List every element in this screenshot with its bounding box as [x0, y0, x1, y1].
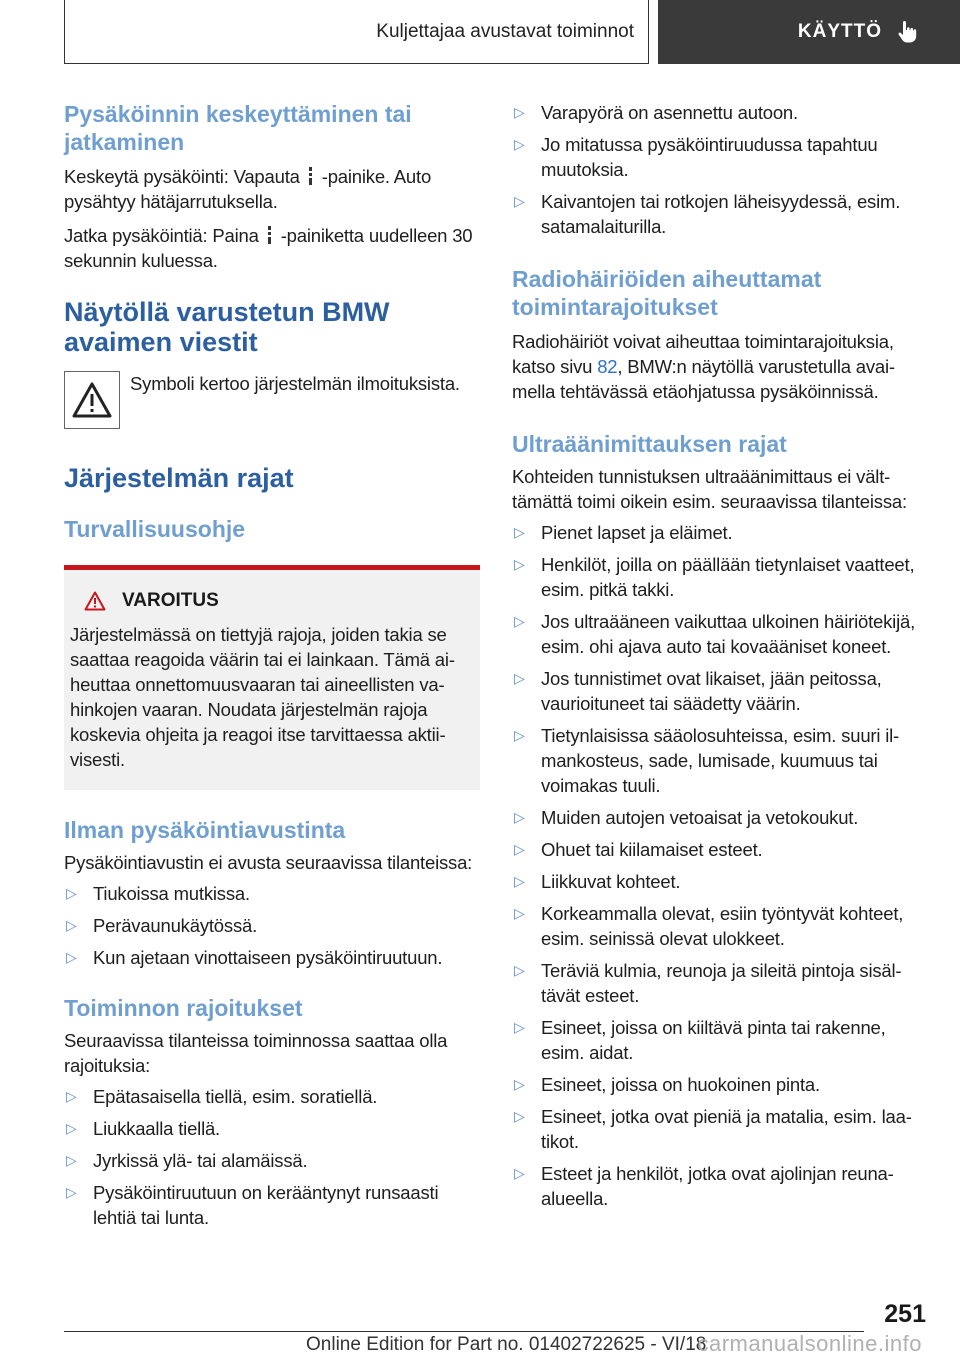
triangle-bullet-icon: ▷	[66, 917, 77, 933]
triangle-bullet-icon: ▷	[514, 193, 525, 209]
list-item: ▷ Teräviä kulmia, reunoja ja sileitä pintoja sisältävät esteet.	[514, 960, 902, 1006]
header-section-title: Kuljettajaa avustavat toiminnot	[376, 20, 634, 42]
page-number: 251	[884, 1300, 926, 1328]
heading-without-assistant: Ilman pysäköintiavustinta	[64, 817, 346, 843]
list-item: ▷ Kun ajetaan vinottaiseen pysäköintiruutuun.	[66, 947, 443, 968]
heading-key-messages: Näytöllä varustetun BMW avaimen viestit	[64, 297, 390, 357]
key-symbol-text: Symboli kertoo järjestelmän ilmoituksista.	[130, 373, 460, 394]
list-item: ▷ Pienet lapset ja eläimet.	[514, 522, 733, 543]
header-chapter-tab[interactable]	[658, 0, 960, 64]
parking-button-icon	[263, 225, 277, 245]
func-intro: Seuraavissa tilanteissa toiminnossa saattaa olla rajoituksia:	[64, 1030, 448, 1076]
warning-triangle-icon	[84, 591, 106, 611]
triangle-bullet-icon: ▷	[514, 809, 525, 825]
warning-symbol-box	[64, 371, 120, 429]
warning-box	[64, 565, 480, 790]
pause-paragraph-2: Jatka pysäköintiä: Paina -painiketta uudelleen 30 sekunnin kuluessa.	[64, 225, 473, 271]
triangle-bullet-icon: ▷	[514, 524, 525, 540]
warning-title: VAROITUS	[122, 590, 219, 611]
list-item: ▷ Jos ultraääneen vaikuttaa ulkoinen häiriötekijä, esim. ohi ajava auto tai kovaääniset koneet.	[514, 611, 916, 657]
triangle-bullet-icon: ▷	[514, 873, 525, 889]
list-item: ▷ Jo mitatussa pysäköintiruudussa tapahtuu muutoksia.	[514, 134, 878, 180]
warning-triangle-icon	[71, 381, 113, 419]
hand-pointer-icon	[896, 20, 920, 44]
triangle-bullet-icon: ▷	[514, 1108, 525, 1124]
heading-radio-interference: Radiohäiriöiden aiheuttamat toimintarajoitukset	[512, 266, 822, 320]
header-section-title-box	[64, 0, 649, 64]
triangle-bullet-icon: ▷	[514, 1165, 525, 1181]
list-item: ▷ Kaivantojen tai rotkojen läheisyydessä, esim. satamalaiturilla.	[514, 191, 901, 237]
list-item: ▷ Henkilöt, joilla on päällään tietynlaiset vaatteet, esim. pitkä takki.	[514, 554, 915, 600]
left-column	[64, 100, 480, 1230]
triangle-bullet-icon: ▷	[66, 1120, 77, 1136]
key-symbol-row	[64, 371, 480, 429]
watermark: carmanualsonline.info	[697, 1331, 922, 1356]
list-item: ▷ Liukkaalla tiellä.	[66, 1118, 221, 1139]
triangle-bullet-icon: ▷	[66, 1152, 77, 1168]
func-list	[64, 1084, 480, 1230]
list-item: ▷ Korkeammalla olevat, esiin työntyvät kohteet, esim. seinissä olevat ulokkeet.	[514, 903, 904, 949]
without-intro: Pysäköintiavustin ei avusta seuraavissa tilanteissa:	[64, 852, 473, 873]
list-item: ▷ Esineet, jotka ovat pieniä ja matalia, esim. laatikot.	[514, 1106, 912, 1152]
page-reference-link[interactable]: 82	[597, 356, 618, 377]
right-column	[512, 100, 928, 1211]
triangle-bullet-icon: ▷	[514, 727, 525, 743]
list-item: ▷ Epätasaisella tiellä, esim. soratiellä.	[66, 1086, 378, 1107]
list-item: ▷ Pysäköintiruutuun on kerääntynyt runsaasti lehtiä tai lunta.	[66, 1182, 439, 1228]
header-chapter-label: KÄYTTÖ	[797, 21, 882, 42]
list-item: ▷ Varapyörä on asennettu autoon.	[514, 102, 798, 123]
list-item: ▷ Perävaunukäytössä.	[66, 915, 258, 936]
triangle-bullet-icon: ▷	[514, 1076, 525, 1092]
list-item: ▷ Esineet, joissa on huokoinen pinta.	[514, 1074, 820, 1095]
list-item: ▷ Jyrkissä ylä- tai alamäissä.	[66, 1150, 308, 1171]
parking-button-icon	[304, 166, 318, 186]
triangle-bullet-icon: ▷	[514, 556, 525, 572]
triangle-bullet-icon: ▷	[514, 670, 525, 686]
heading-safety-note: Turvallisuusohje	[64, 516, 246, 542]
triangle-bullet-icon: ▷	[66, 885, 77, 901]
ultra-list	[512, 520, 928, 1211]
triangle-bullet-icon: ▷	[514, 136, 525, 152]
triangle-bullet-icon: ▷	[514, 962, 525, 978]
triangle-bullet-icon: ▷	[514, 905, 525, 921]
ultra-intro: Kohteiden tunnistuksen ultraäänimittaus ei välttämättä toimi oikein esim. seuraavissa tilanteissa:	[512, 466, 907, 512]
list-item: ▷ Tietynlaisissa sääolosuhteissa, esim. suuri ilmankosteus, sade, lumisade, kuumuus tai voimakas tuuli.	[514, 725, 900, 796]
list-item: ▷ Esineet, joissa on kiiltävä pinta tai rakenne, esim. aidat.	[514, 1017, 886, 1063]
list-item: ▷ Liikkuvat kohteet.	[514, 871, 681, 892]
radio-paragraph: Radiohäiriöt voivat aiheuttaa toimintarajoituksia, katso sivu 82, BMW:n näytöllä varustetulla avaimella tehtävässä etäohjatussa pysäköinnissä.	[512, 331, 896, 402]
triangle-bullet-icon: ▷	[514, 1019, 525, 1035]
without-list	[64, 881, 480, 970]
triangle-bullet-icon: ▷	[514, 841, 525, 857]
list-item: ▷ Esteet ja henkilöt, jotka ovat ajolinjan reunaalueella.	[514, 1163, 894, 1209]
triangle-bullet-icon: ▷	[66, 1088, 77, 1104]
list-item: ▷ Ohuet tai kiilamaiset esteet.	[514, 839, 763, 860]
heading-system-limits: Järjestelmän rajat	[64, 463, 294, 493]
list-item: ▷ Jos tunnistimet ovat likaiset, jään peitossa, vaurioituneet tai säädetty väärin.	[514, 668, 882, 714]
heading-function-limitations: Toiminnon rajoitukset	[64, 995, 303, 1021]
triangle-bullet-icon: ▷	[66, 949, 77, 965]
pause-paragraph-1: Keskeytä pysäköinti: Vapauta -painike. Auto pysähtyy hätäjarrutuksella.	[64, 166, 432, 212]
list-item: ▷ Tiukoissa mutkissa.	[66, 883, 250, 904]
warning-title-row	[84, 590, 466, 612]
list-item: ▷ Muiden autojen vetoaisat ja vetokoukut.	[514, 807, 859, 828]
conditions-list	[512, 100, 928, 239]
heading-pause-resume: Pysäköinnin keskeyttäminen tai jatkaminen	[64, 101, 412, 155]
triangle-bullet-icon: ▷	[66, 1184, 77, 1200]
triangle-bullet-icon: ▷	[514, 104, 525, 120]
heading-ultrasound-limits: Ultraäänimittauksen rajat	[512, 431, 787, 457]
footer-edition: Online Edition for Part no. 01402722625 - VI/18	[306, 1334, 707, 1355]
warning-text: Järjestelmässä on tiettyjä rajoja, joiden takia se saattaa reagoida väärin tai ei lainkaan. Tämä aiheuttaa onnettomuusvaaran tai aineellisten vahinkojen vaaran. Noudata järjestelmän rajoja koskevia ohjeita ja reagoi itse tarvittaessa aktiivisesti.	[70, 624, 455, 770]
triangle-bullet-icon: ▷	[514, 613, 525, 629]
